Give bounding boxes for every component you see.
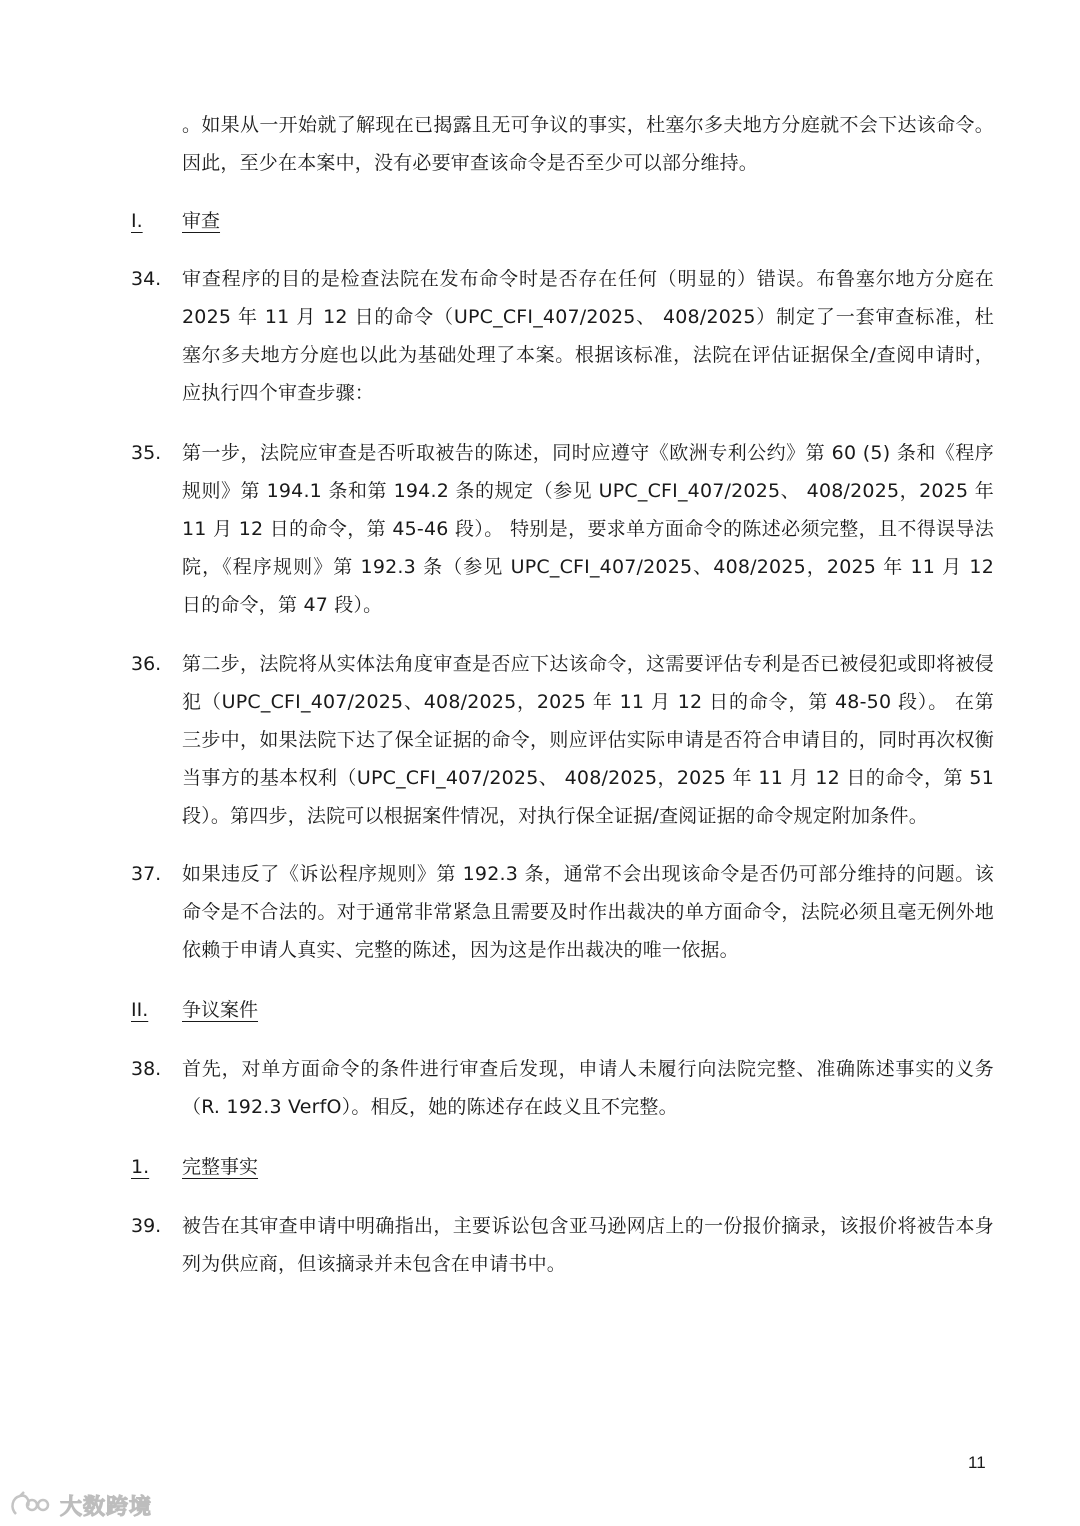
paragraph-37-number: 37.: [131, 863, 162, 885]
heading-title-review: 审查: [182, 210, 221, 232]
paragraph-38: 首先，对单方面命令的条件进行审查后发现，申请人未履行向法院完整、准确陈述事实的义务（R. 192.3 VerfO）。相反，她的陈述存在歧义且不完整。: [182, 1058, 994, 1118]
heading-number-1: 1.: [131, 1156, 150, 1178]
page-number: 11: [968, 1453, 986, 1472]
paragraph-34-number: 34.: [131, 268, 162, 290]
paragraph-35: 第一步，法院应审查是否听取被告的陈述，同时应遵守《欧洲专利公约》第 60 (5) 条和《程序规则》第 194.1 条和第 194.2 条的规定（参见 UPC_CFI_407/2025、 408/2025，2025 年 11 月 12 日的命令，第 45-46 段）。 特别是，要求单方面命令的陈述必须完整，且不得误导法院，《程序规则》第 192.3 条（参见 UPC_CFI_407/2025、408/2025，2025 年 11 月 12 日的命令，第 47 段）。: [182, 442, 994, 616]
paragraph-36: 第二步，法院将从实体法角度审查是否应下达该命令，这需要评估专利是否已被侵犯或即将被侵犯（UPC_CFI_407/2025、408/2025，2025 年 11 月 12 日的命令，第 48-50 段）。 在第三步中，如果法院下达了保全证据的命令，则应评估实际申请是否符合申请目的，同时再次权衡当事方的基本权利（UPC_CFI_407/2025、 408/2025，2025 年 11 月 12 日的命令，第 51 段）。第四步，法院可以根据案件情况，对执行保全证据/查阅证据的命令规定附加条件。: [182, 653, 994, 827]
watermark-text: 大数跨境: [60, 1494, 153, 1520]
paragraph-36-number: 36.: [131, 653, 162, 675]
heading-number-ii: II.: [131, 999, 149, 1021]
paragraph-39-number: 39.: [131, 1215, 162, 1237]
heading-title-disputed-case: 争议案件: [182, 999, 259, 1021]
paragraph-intro: 。如果从一开始就了解现在已揭露且无可争议的事实，杜塞尔多夫地方分庭就不会下达该命令。因此，至少在本案中，没有必要审查该命令是否至少可以部分维持。: [182, 114, 994, 174]
heading-title-complete-facts: 完整事实: [182, 1156, 259, 1178]
paragraph-35-number: 35.: [131, 442, 162, 464]
paragraph-37: 如果违反了《诉讼程序规则》第 192.3 条，通常不会出现该命令是否仍可部分维持的问题。该命令是不合法的。对于通常非常紧急且需要及时作出裁决的单方面命令，法院必须且毫无例外地依赖于申请人真实、完整的陈述，因为这是作出裁决的唯一依据。: [182, 863, 994, 961]
heading-number-i: I.: [131, 210, 143, 232]
paragraph-34: 审查程序的目的是检查法院在发布命令时是否存在任何（明显的）错误。布鲁塞尔地方分庭在 2025 年 11 月 12 日的命令（UPC_CFI_407/2025、 408/2025）制定了一套审查标准，杜塞尔多夫地方分庭也以此为基础处理了本案。根据该标准，法院在评估证据保全/查阅申请时，应执行四个审查步骤：: [182, 268, 994, 404]
paragraph-38-number: 38.: [131, 1058, 162, 1080]
paragraph-39: 被告在其审查申请中明确指出，主要诉讼包含亚马逊网店上的一份报价摘录，该报价将被告本身列为供应商，但该摘录并未包含在申请书中。: [182, 1215, 994, 1275]
watermark-logo-icon: [8, 1490, 54, 1520]
watermark: [8, 1488, 152, 1522]
